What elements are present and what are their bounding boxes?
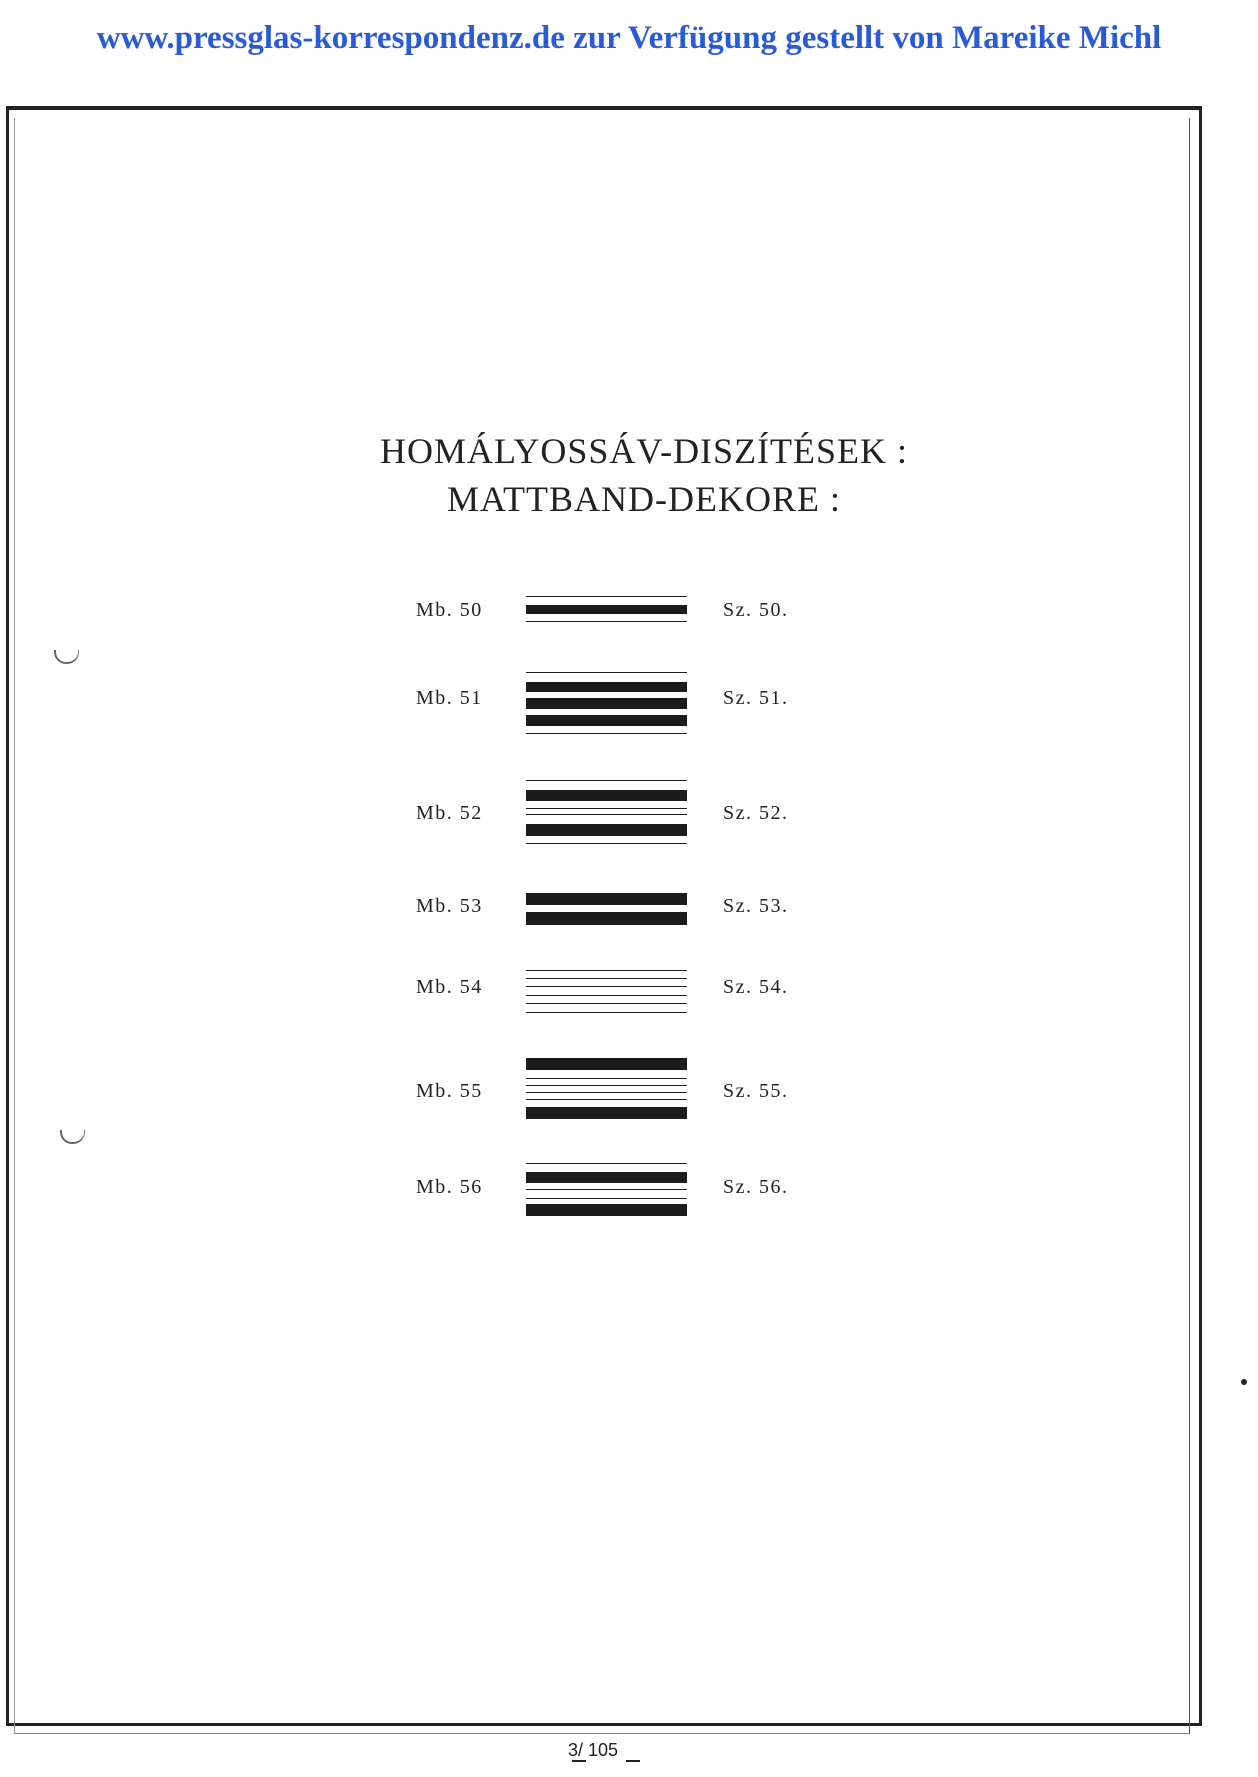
decor-left-label: Mb. 55	[416, 1080, 483, 1102]
decor-pattern-53	[526, 893, 687, 926]
decor-pattern-50	[526, 596, 687, 622]
decor-pattern-55	[526, 1058, 687, 1120]
decor-pattern-52	[526, 780, 687, 847]
decor-right-label: Sz. 50.	[723, 599, 789, 621]
decor-pattern-54	[526, 970, 687, 1014]
decor-pattern-51	[526, 672, 687, 734]
decor-right-label: Sz. 53.	[723, 895, 789, 917]
decor-left-label: Mb. 52	[416, 802, 483, 824]
decor-left-label: Mb. 51	[416, 687, 483, 709]
decor-left-label: Mb. 50	[416, 599, 483, 621]
decor-right-label: Sz. 56.	[723, 1176, 789, 1198]
page-dash-right	[626, 1760, 640, 1762]
decor-right-label: Sz. 54.	[723, 976, 789, 998]
decor-right-label: Sz. 52.	[723, 802, 789, 824]
page-frame-inner	[14, 118, 1190, 1734]
page-number: 3/ 105	[568, 1740, 619, 1760]
decor-right-label: Sz. 51.	[723, 687, 789, 709]
decor-pattern-56	[526, 1163, 687, 1219]
decor-left-label: Mb. 54	[416, 976, 483, 998]
decor-left-label: Mb. 56	[416, 1176, 483, 1198]
source-link[interactable]: www.pressglas-korrespondenz.de zur Verfügung gestellt von Mareike Michl	[96, 20, 1162, 56]
decor-right-label: Sz. 55.	[723, 1080, 789, 1102]
scan-speck	[1241, 1379, 1247, 1385]
title-german: MATTBAND-DEKORE :	[447, 479, 841, 519]
title-hungarian: HOMÁLYOSSÁV-DISZÍTÉSEK :	[379, 431, 909, 471]
decor-left-label: Mb. 53	[416, 895, 483, 917]
